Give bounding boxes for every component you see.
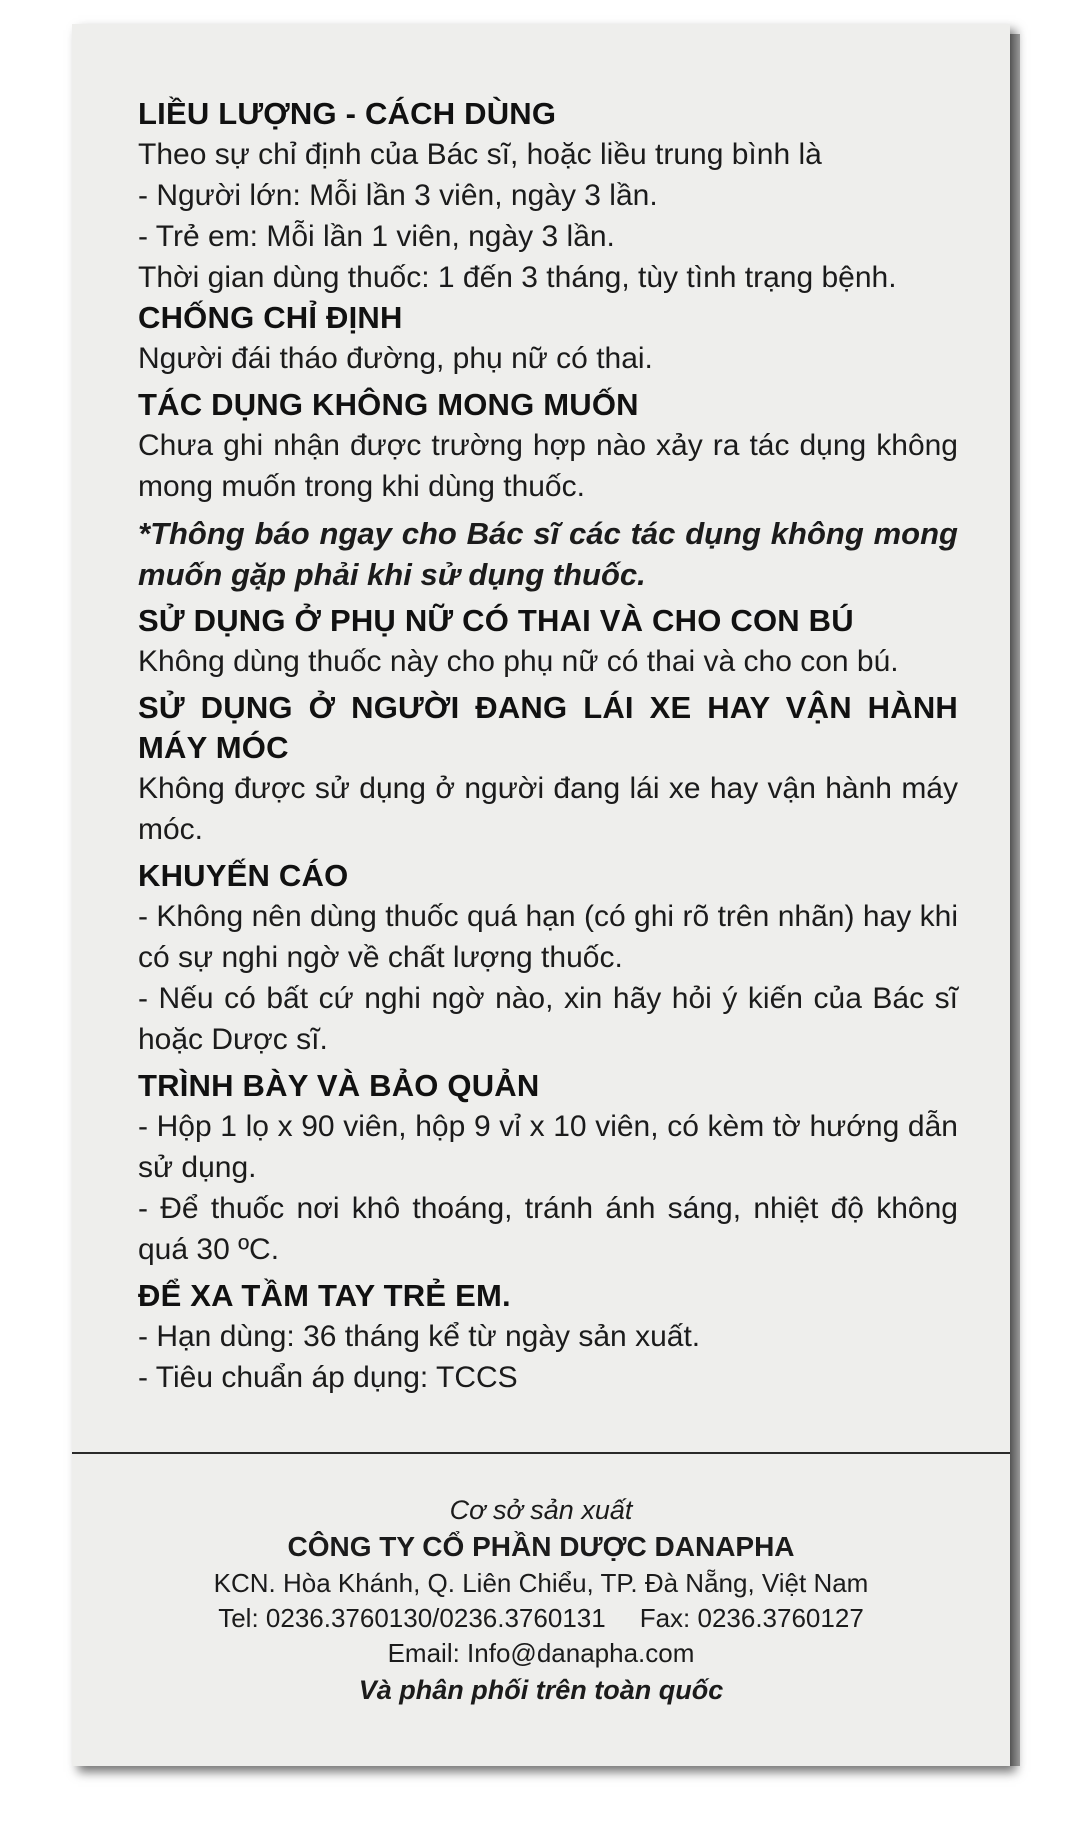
dosage-line: - Người lớn: Mỗi lần 3 viên, ngày 3 lần. — [138, 179, 658, 212]
section-keep-away-children — [138, 1276, 958, 1398]
section-text: Chưa ghi nhận được trường hợp nào xảy ra tác dụng không mong muốn trong khi dùng thuốc. — [138, 429, 958, 503]
section-heading: ĐỂ XA TẦM TAY TRẺ EM. — [138, 1278, 511, 1313]
dosage-line: - Trẻ em: Mỗi lần 1 viên, ngày 3 lần. — [138, 220, 615, 253]
manufacturer-footer — [72, 1492, 1010, 1709]
email-address: Email: Info@danapha.com — [387, 1638, 695, 1668]
fax-number: Fax: 0236.3760127 — [639, 1603, 864, 1633]
leaflet-sheet — [72, 24, 1010, 1766]
company-address: KCN. Hòa Khánh, Q. Liên Chiểu, TP. Đà Nẵng, Việt Nam — [213, 1568, 869, 1598]
section-heading: TRÌNH BÀY VÀ BẢO QUẢN — [138, 1068, 540, 1103]
warning-line: - Không nên dùng thuốc quá hạn (có ghi rõ trên nhãn) hay khi có sự nghi ngờ về chất lượng thuốc. — [138, 900, 958, 974]
section-text: Người đái tháo đường, phụ nữ có thai. — [138, 342, 653, 375]
section-heading: LIỀU LƯỢNG - CÁCH DÙNG — [138, 96, 557, 131]
warning-line: - Nếu có bất cứ nghi ngờ nào, xin hãy hỏi ý kiến của Bác sĩ hoặc Dược sĩ. — [138, 982, 958, 1056]
side-effects-notice: *Thông báo ngay cho Bác sĩ các tác dụng không mong muốn gặp phải khi sử dụng thuốc. — [138, 516, 958, 592]
section-driving — [138, 688, 958, 850]
phone-numbers: Tel: 0236.3760130/0236.3760131 — [218, 1603, 606, 1633]
leaflet-body — [138, 94, 958, 1398]
section-side-effects — [138, 385, 958, 595]
dosage-line: Theo sự chỉ định của Bác sĩ, hoặc liều trung bình là — [138, 138, 822, 171]
dosage-line: Thời gian dùng thuốc: 1 đến 3 tháng, tùy tình trạng bệnh. — [138, 261, 897, 294]
section-heading: CHỐNG CHỈ ĐỊNH — [138, 300, 403, 335]
contact-row — [72, 1601, 1010, 1636]
packaging-line: - Để thuốc nơi khô thoáng, tránh ánh sáng, nhiệt độ không quá 30 ºC. — [138, 1192, 958, 1266]
info-line: - Hạn dùng: 36 tháng kể từ ngày sản xuất. — [138, 1320, 701, 1353]
section-packaging — [138, 1066, 958, 1270]
section-heading: SỬ DỤNG Ở NGƯỜI ĐANG LÁI XE HAY VẬN HÀNH MÁY MÓC — [138, 690, 958, 765]
section-heading: SỬ DỤNG Ở PHỤ NỮ CÓ THAI VÀ CHO CON BÚ — [138, 603, 854, 638]
section-dosage — [138, 94, 958, 298]
section-text: Không được sử dụng ở người đang lái xe hay vận hành máy móc. — [138, 772, 958, 846]
packaging-line: - Hộp 1 lọ x 90 viên, hộp 9 vỉ x 10 viên, có kèm tờ hướng dẫn sử dụng. — [138, 1110, 958, 1184]
info-line: - Tiêu chuẩn áp dụng: TCCS — [138, 1361, 518, 1394]
section-heading: KHUYẾN CÁO — [138, 858, 349, 893]
section-pregnancy — [138, 601, 958, 682]
section-text: Không dùng thuốc này cho phụ nữ có thai và cho con bú. — [138, 645, 899, 678]
distribution-note: Và phân phối trên toàn quốc — [358, 1675, 724, 1705]
company-name: CÔNG TY CỔ PHẦN DƯỢC DANAPHA — [287, 1531, 795, 1562]
section-heading: TÁC DỤNG KHÔNG MONG MUỐN — [138, 387, 639, 422]
section-warnings — [138, 856, 958, 1060]
manufacturer-label: Cơ sở sản xuất — [449, 1495, 633, 1525]
footer-divider — [72, 1452, 1010, 1454]
section-contraindications — [138, 298, 958, 379]
